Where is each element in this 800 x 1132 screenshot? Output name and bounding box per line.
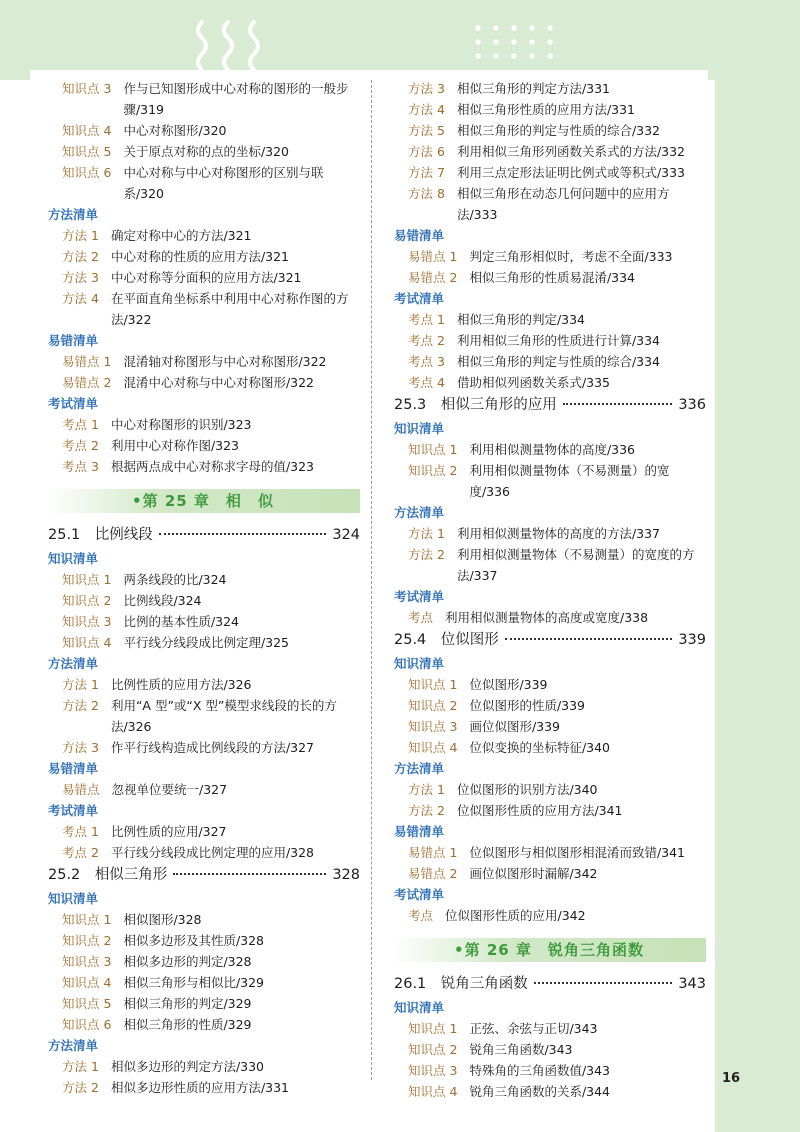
entry-text: 在平面直角坐标系中利用中心对称作图的方法/322: [110, 291, 349, 327]
entry-tag: 知识点 4: [62, 123, 112, 138]
entry-text: 相似三角形的判定/334: [456, 312, 586, 327]
entry-tag: 方法 3: [62, 270, 99, 285]
entry-text: 相似三角形的判定与性质的综合/334: [456, 354, 661, 369]
section-title: 25.1 比例线段: [48, 527, 153, 543]
entry-text: 位似图形性质的应用/342: [445, 908, 586, 923]
toc-entry[interactable]: [38, 590, 360, 611]
entry-text: 中心对称的性质的应用方法/321: [110, 249, 290, 264]
entry-tag: 易错点 1: [62, 354, 112, 369]
entry-text: 画位似图形时漏解/342: [469, 866, 598, 881]
category-heading: 知识清单: [394, 656, 445, 671]
entry-text: 相似三角形的判定方法/331: [456, 81, 611, 96]
entry-tag: 考点 2: [62, 845, 99, 860]
toc-entry[interactable]: [38, 162, 360, 204]
toc-entry[interactable]: [384, 309, 706, 330]
section-heading[interactable]: [38, 523, 360, 548]
toc-entry[interactable]: [38, 993, 360, 1014]
entry-tag: 知识点 2: [408, 463, 458, 478]
toc-entry[interactable]: [38, 611, 360, 632]
entry-text: 相似三角形的判定/329: [123, 996, 252, 1011]
section-page-number: 336: [678, 397, 706, 413]
entry-tag: 知识点 6: [62, 1017, 112, 1032]
entry-tag: 方法 5: [408, 123, 445, 138]
entry-tag: 考点 3: [62, 459, 99, 474]
entry-text: 中心对称图形/320: [123, 123, 227, 138]
entry-text: 关于原点对称的点的坐标/320: [123, 144, 290, 159]
entry-text: 相似三角形的性质易混淆/334: [469, 270, 636, 285]
toc-entry[interactable]: [384, 246, 706, 267]
dot-leader: [505, 638, 673, 640]
entry-text: 相似多边形及其性质/328: [123, 933, 265, 948]
category-heading: 知识清单: [394, 421, 445, 436]
entry-tag: 易错点 2: [62, 375, 112, 390]
entry-text: 中心对称与中心对称图形的区别与联系/320: [123, 165, 324, 201]
toc-entry[interactable]: [38, 972, 360, 993]
entry-tag: 考点 2: [62, 438, 99, 453]
entry-text: 相似多边形的判定方法/330: [110, 1059, 265, 1074]
toc-entry[interactable]: [38, 674, 360, 695]
entry-tag: 知识点 5: [62, 144, 112, 159]
entry-tag: 易错点 2: [408, 270, 458, 285]
entry-text: 位似变换的坐标特征/340: [469, 740, 611, 755]
entry-text: 作与已知图形成中心对称的图形的一般步骤/319: [123, 81, 349, 117]
toc-entry[interactable]: [38, 141, 360, 162]
dot-leader: [159, 533, 327, 535]
category-heading: 考试清单: [48, 803, 99, 818]
toc-entry[interactable]: [384, 99, 706, 120]
entry-tag: 知识点 2: [62, 933, 112, 948]
entry-text: 平行线分线段成比例定理的应用/328: [110, 845, 315, 860]
entry-tag: 方法 2: [62, 698, 99, 713]
entry-text: 锐角三角函数的关系/344: [469, 1084, 611, 1099]
toc-entry[interactable]: [384, 1039, 706, 1060]
entry-text: 相似三角形的判定与性质的综合/332: [456, 123, 661, 138]
entry-tag: 方法 1: [62, 1059, 99, 1074]
section-title: 25.3 相似三角形的应用: [394, 397, 557, 413]
entry-text: 中心对称图形的识别/323: [110, 417, 252, 432]
entry-tag: 方法 2: [408, 547, 445, 562]
entry-tag: 易错点 2: [408, 866, 458, 881]
toc-entry[interactable]: [384, 607, 706, 628]
entry-tag: 易错点 1: [408, 249, 458, 264]
toc-entry[interactable]: [384, 330, 706, 351]
entry-text: 利用“A 型”或“X 型”模型求线段的长的方法/326: [110, 698, 337, 734]
entry-text: 比例的基本性质/324: [123, 614, 240, 629]
entry-tag: 方法 6: [408, 144, 445, 159]
toc-entry[interactable]: [384, 544, 706, 586]
category-heading: 方法清单: [48, 1038, 99, 1053]
entry-text: 位似图形/339: [469, 677, 548, 692]
toc-entry[interactable]: [38, 288, 360, 330]
entry-tag: 知识点 3: [408, 1063, 458, 1078]
entry-text: 中心对称等分面积的应用方法/321: [110, 270, 302, 285]
category-heading: 知识清单: [394, 1000, 445, 1015]
toc-entry[interactable]: [38, 569, 360, 590]
category-heading: 方法清单: [48, 207, 99, 222]
toc-entry[interactable]: [384, 779, 706, 800]
entry-text: 相似多边形的判定/328: [123, 954, 252, 969]
dot-leader: [173, 873, 326, 875]
dot-leader: [534, 982, 673, 984]
entry-tag: 知识点 2: [408, 698, 458, 713]
toc-entry[interactable]: [384, 842, 706, 863]
toc-entry[interactable]: [384, 267, 706, 288]
chapter-banner[interactable]: •第 25 章 相 似: [46, 489, 360, 513]
entry-tag: 考点 4: [408, 375, 445, 390]
toc-entry[interactable]: [38, 78, 360, 120]
toc-entry[interactable]: [384, 1018, 706, 1039]
entry-text: 相似三角形在动态几何问题中的应用方法/333: [456, 186, 670, 222]
toc-entry[interactable]: [38, 779, 360, 800]
entry-tag: 方法 8: [408, 186, 445, 201]
category-heading: 易错清单: [394, 824, 445, 839]
toc-entry[interactable]: [384, 800, 706, 821]
entry-text: 作平行线构造成比例线段的方法/327: [110, 740, 315, 755]
toc-entry[interactable]: [384, 674, 706, 695]
category-heading: 易错清单: [394, 228, 445, 243]
entry-text: 平行线分线段成比例定理/325: [123, 635, 290, 650]
toc-entry[interactable]: [38, 120, 360, 141]
entry-tag: 考点: [408, 908, 434, 923]
entry-tag: 方法 7: [408, 165, 445, 180]
toc-entry[interactable]: [38, 246, 360, 267]
entry-text: 利用相似测量物体的高度的方法/337: [456, 526, 661, 541]
entry-text: 利用相似测量物体（不易测量）的宽度的方法/337: [456, 547, 695, 583]
entry-text: 两条线段的比/324: [123, 572, 227, 587]
page-number: 16: [721, 1071, 741, 1086]
category-heading: 知识清单: [48, 891, 99, 906]
toc-entry[interactable]: [38, 414, 360, 435]
toc-entry[interactable]: [384, 460, 706, 502]
toc-entry[interactable]: [38, 951, 360, 972]
toc-entry[interactable]: [38, 930, 360, 951]
entry-tag: 知识点 4: [62, 975, 112, 990]
category-heading: 考试清单: [394, 887, 445, 902]
entry-tag: 方法 1: [62, 228, 99, 243]
entry-tag: 方法 2: [62, 1080, 99, 1095]
entry-tag: 方法 3: [62, 740, 99, 755]
entry-tag: 知识点 1: [62, 912, 112, 927]
entry-text: 比例线段/324: [123, 593, 202, 608]
toc-entry[interactable]: [38, 267, 360, 288]
entry-text: 根据两点成中心对称求字母的值/323: [110, 459, 315, 474]
toc-entry[interactable]: [384, 1081, 706, 1102]
toc-entry[interactable]: [38, 695, 360, 737]
entry-tag: 知识点 1: [62, 572, 112, 587]
toc-entry[interactable]: [384, 1060, 706, 1081]
entry-tag: 方法 1: [62, 677, 99, 692]
entry-tag: 考点 2: [408, 333, 445, 348]
entry-text: 特殊角的三角函数值/343: [469, 1063, 611, 1078]
entry-text: 相似三角形性质的应用方法/331: [456, 102, 636, 117]
header-band: [0, 0, 800, 80]
entry-tag: 知识点 4: [408, 740, 458, 755]
entry-text: 判定三角形相似时，考虑不全面/333: [469, 249, 673, 264]
category-heading: 考试清单: [394, 291, 445, 306]
entry-tag: 知识点 4: [62, 635, 112, 650]
entry-tag: 知识点 3: [62, 954, 112, 969]
entry-text: 画位似图形/339: [469, 719, 561, 734]
entry-tag: 知识点 2: [408, 1042, 458, 1057]
entry-text: 利用相似测量物体的高度或宽度/338: [445, 610, 649, 625]
entry-tag: 知识点 1: [408, 677, 458, 692]
entry-text: 利用相似三角形列函数关系式的方法/332: [456, 144, 686, 159]
toc-entry[interactable]: [38, 909, 360, 930]
toc-entry[interactable]: [38, 1014, 360, 1035]
entry-text: 混淆中心对称与中心对称图形/322: [123, 375, 315, 390]
toc-entry[interactable]: [38, 351, 360, 372]
entry-tag: 方法 1: [408, 782, 445, 797]
entry-text: 正弦、余弦与正切/343: [469, 1021, 598, 1036]
category-heading: 易错清单: [48, 333, 99, 348]
entry-text: 位似图形与相似图形相混淆而致错/341: [469, 845, 686, 860]
toc-entry[interactable]: [384, 162, 706, 183]
entry-tag: 方法 1: [408, 526, 445, 541]
entry-tag: 方法 4: [62, 291, 99, 306]
entry-tag: 考点 1: [62, 417, 99, 432]
toc-left-column: [38, 78, 360, 1098]
toc-entry[interactable]: [384, 78, 706, 99]
section-page-number: 339: [678, 632, 706, 648]
section-title: 26.1 锐角三角函数: [394, 976, 528, 992]
entry-tag: 知识点 1: [408, 1021, 458, 1036]
entry-tag: 知识点 3: [62, 614, 112, 629]
entry-text: 利用中心对称作图/323: [110, 438, 240, 453]
entry-tag: 考点 1: [408, 312, 445, 327]
category-heading: 方法清单: [394, 505, 445, 520]
entry-tag: 知识点 2: [62, 593, 112, 608]
entry-tag: 方法 4: [408, 102, 445, 117]
toc-entry[interactable]: [384, 863, 706, 884]
entry-tag: 方法 3: [408, 81, 445, 96]
entry-text: 比例性质的应用方法/326: [110, 677, 252, 692]
toc-entry[interactable]: [384, 716, 706, 737]
entry-tag: 知识点 4: [408, 1084, 458, 1099]
section-heading[interactable]: [38, 863, 360, 888]
entry-tag: 知识点 5: [62, 996, 112, 1011]
entry-text: 位似图形性质的应用方法/341: [456, 803, 623, 818]
entry-text: 利用相似三角形的性质进行计算/334: [456, 333, 661, 348]
entry-text: 确定对称中心的方法/321: [110, 228, 252, 243]
entry-tag: 考点 3: [408, 354, 445, 369]
section-title: 25.2 相似三角形: [48, 867, 168, 883]
toc-right-column: [384, 78, 706, 1102]
entry-text: 借助相似列函数关系式/335: [456, 375, 611, 390]
entry-tag: 方法 2: [408, 803, 445, 818]
section-title: 25.4 位似图形: [394, 632, 499, 648]
toc-entry[interactable]: [384, 351, 706, 372]
toc-entry[interactable]: [384, 905, 706, 926]
section-page-number: 343: [678, 976, 706, 992]
entry-text: 混淆轴对称图形与中心对称图形/322: [123, 354, 327, 369]
entry-tag: 易错点: [62, 782, 100, 797]
toc-entry[interactable]: [38, 456, 360, 477]
entry-text: 相似三角形与相似比/329: [123, 975, 265, 990]
toc-entry[interactable]: [38, 842, 360, 863]
category-heading: 考试清单: [48, 396, 99, 411]
category-heading: 方法清单: [48, 656, 99, 671]
toc-entry[interactable]: [38, 225, 360, 246]
chapter-banner[interactable]: •第 26 章 锐角三角函数: [392, 938, 706, 962]
entry-tag: 知识点 3: [408, 719, 458, 734]
toc-entry[interactable]: [38, 372, 360, 393]
toc-entry[interactable]: [38, 1077, 360, 1098]
toc-entry[interactable]: [384, 523, 706, 544]
entry-text: 相似图形/328: [123, 912, 202, 927]
entry-text: 利用三点定形法证明比例式或等积式/333: [456, 165, 686, 180]
entry-tag: 考点: [408, 610, 434, 625]
toc-entry[interactable]: [384, 439, 706, 460]
category-heading: 易错清单: [48, 761, 99, 776]
entry-text: 利用相似测量物体（不易测量）的宽度/336: [469, 463, 670, 499]
right-margin-band: [715, 0, 800, 1132]
section-heading[interactable]: [384, 393, 706, 418]
toc-entry[interactable]: [384, 183, 706, 225]
entry-tag: 易错点 1: [408, 845, 458, 860]
entry-tag: 知识点 6: [62, 165, 112, 180]
toc-entry[interactable]: [38, 821, 360, 842]
toc-entry[interactable]: [384, 695, 706, 716]
entry-text: 忽视单位要统一/327: [111, 782, 228, 797]
entry-text: 相似多边形性质的应用方法/331: [110, 1080, 290, 1095]
dot-grid-decoration-icon: [470, 22, 560, 62]
entry-text: 锐角三角函数/343: [469, 1042, 573, 1057]
section-heading[interactable]: [384, 628, 706, 653]
section-page-number: 324: [332, 527, 360, 543]
section-heading[interactable]: [384, 972, 706, 997]
toc-entry[interactable]: [384, 737, 706, 758]
dot-leader: [563, 403, 673, 405]
entry-tag: 知识点 1: [408, 442, 458, 457]
toc-entry[interactable]: [38, 737, 360, 758]
toc-entry[interactable]: [384, 120, 706, 141]
entry-text: 比例性质的应用/327: [110, 824, 227, 839]
entry-text: 相似三角形的性质/329: [123, 1017, 252, 1032]
toc-entry[interactable]: [38, 435, 360, 456]
toc-entry[interactable]: [38, 632, 360, 653]
entry-text: 位似图形的性质/339: [469, 698, 586, 713]
wave-decoration-icon: [190, 18, 280, 73]
column-divider: [371, 80, 372, 1080]
toc-entry[interactable]: [38, 1056, 360, 1077]
section-page-number: 328: [332, 867, 360, 883]
toc-entry[interactable]: [384, 372, 706, 393]
entry-tag: 方法 2: [62, 249, 99, 264]
toc-entry[interactable]: [384, 141, 706, 162]
category-heading: 方法清单: [394, 761, 445, 776]
entry-text: 位似图形的识别方法/340: [456, 782, 598, 797]
category-heading: 考试清单: [394, 589, 445, 604]
entry-text: 利用相似测量物体的高度/336: [469, 442, 636, 457]
entry-tag: 考点 1: [62, 824, 99, 839]
category-heading: 知识清单: [48, 551, 99, 566]
entry-tag: 知识点 3: [62, 81, 112, 96]
